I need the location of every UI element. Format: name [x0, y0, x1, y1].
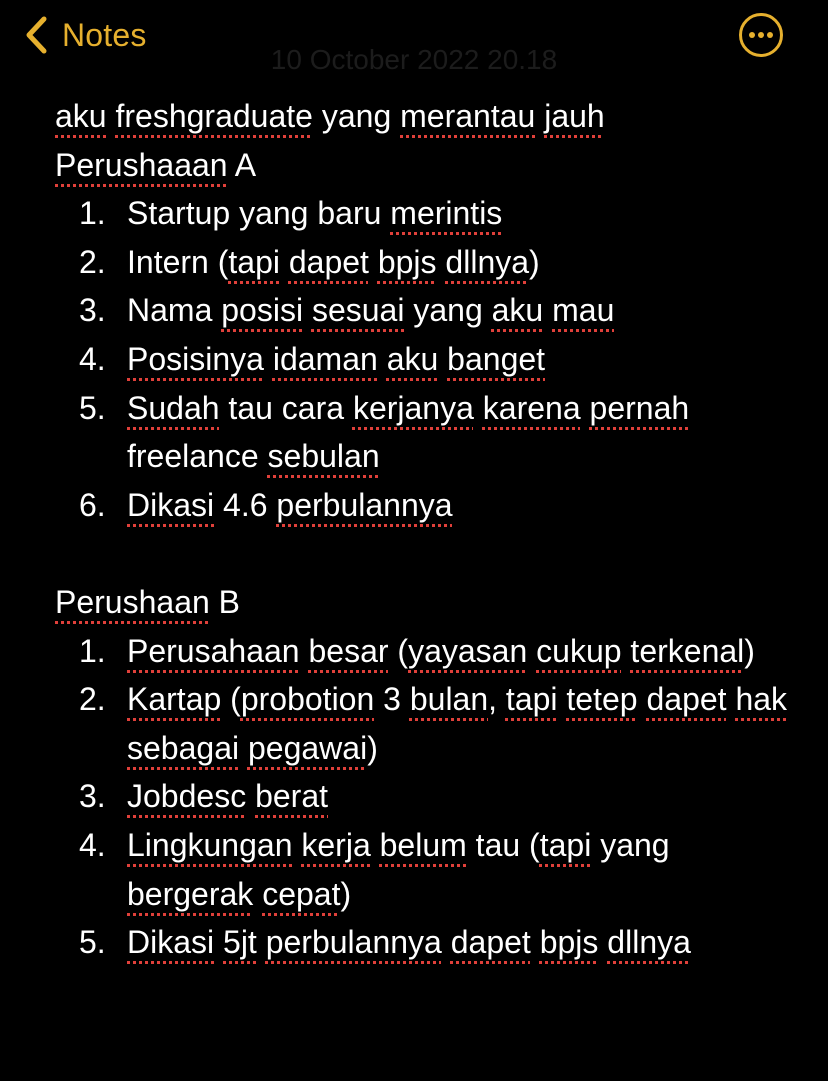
spellcheck-word: posisi [221, 292, 304, 329]
section-a-list [55, 189, 795, 529]
section-b-heading: Perushaan B [55, 583, 241, 620]
spellcheck-word: belum [379, 826, 467, 863]
spellcheck-word: jauh [544, 98, 605, 134]
list-item-number: 1. [79, 195, 106, 232]
list-item [55, 481, 795, 530]
spellcheck-word: terkenal [630, 632, 745, 669]
spellcheck-word: cepat [262, 875, 341, 912]
list-item-text: Perusahaan besar (yayasan cukup terkenal) [127, 632, 755, 669]
spellcheck-word: besar [308, 632, 389, 669]
spellcheck-word: tapi [539, 826, 592, 863]
ellipsis-circle-icon[interactable] [738, 12, 784, 58]
spellcheck-word: perbulannya [276, 486, 453, 523]
spellcheck-word: idaman [272, 340, 378, 377]
list-item-number: 2. [79, 243, 106, 280]
spellcheck-word: bpjs [539, 924, 599, 961]
spellcheck-word: bergerak [127, 875, 254, 912]
spellcheck-word: Posisinya [127, 340, 264, 377]
spellcheck-word: sesuai [311, 292, 405, 329]
note-intro-line: aku freshgraduate yang merantau jauh [55, 98, 605, 134]
list-item-text [127, 924, 691, 960]
list-item-number: 5. [79, 389, 106, 426]
list-item-text: Nama posisi sesuai yang aku mau [127, 292, 615, 329]
spellcheck-word: cukup [536, 632, 622, 669]
spellcheck-word: mau [552, 292, 615, 329]
spellcheck-word: freshgraduate [115, 98, 313, 134]
spellcheck-word: Dikasi [127, 486, 215, 523]
list-item-number: 5. [79, 924, 106, 961]
list-item [55, 772, 795, 821]
spellcheck-word: merintis [390, 195, 503, 232]
spellcheck-word: hak [735, 681, 788, 718]
section-b-list [55, 627, 795, 967]
spellcheck-word: Perushaan [55, 583, 210, 620]
spellcheck-word: banget [447, 340, 546, 377]
list-item [55, 286, 795, 335]
list-item-text [127, 778, 328, 814]
spellcheck-word: perbulannya [265, 924, 442, 961]
spellcheck-word: dllnya [445, 243, 530, 280]
list-item-text: Dikasi 4.6 perbulannya [127, 486, 453, 523]
spellcheck-word: bpjs [377, 243, 437, 280]
list-item-number: 2. [79, 681, 106, 718]
spellcheck-word: Kartap [127, 681, 222, 718]
list-item [55, 189, 795, 238]
spellcheck-word: Lingkungan [127, 826, 293, 863]
list-item [55, 384, 795, 481]
list-item-text: Startup yang baru merintis [127, 195, 503, 232]
spellcheck-word: tapi [505, 681, 558, 718]
list-item-number: 4. [79, 826, 106, 863]
spellcheck-word: probotion [240, 681, 375, 718]
spellcheck-word: pernah [589, 389, 690, 426]
section-a-heading: Perushaaan A [55, 146, 257, 183]
spellcheck-word: sebulan [267, 438, 380, 475]
list-item-number: 1. [79, 632, 106, 669]
spellcheck-word: Perushaaan [55, 146, 228, 183]
spellcheck-word: pegawai [247, 729, 368, 766]
note-body[interactable] [55, 92, 795, 967]
note-timestamp: 10 October 2022 20.18 [270, 44, 558, 75]
list-item [55, 627, 795, 676]
spellcheck-word: dapet [646, 681, 727, 718]
list-item-text: Kartap (probotion 3 bulan, tapi tetep dapet hak sebagai pegawai) [127, 681, 788, 766]
spellcheck-word: tapi [228, 243, 280, 280]
navigation-bar [0, 0, 828, 80]
list-item-number: 6. [79, 486, 106, 523]
spellcheck-word: berat [255, 778, 329, 815]
list-item-number: 4. [79, 340, 106, 377]
back-button-label: Notes [62, 16, 147, 53]
spellcheck-word: karena [482, 389, 581, 426]
list-item [55, 821, 795, 918]
spellcheck-word: bulan [409, 681, 489, 718]
list-item [55, 918, 795, 967]
spellcheck-word: merantau [400, 98, 536, 134]
list-item-number: 3. [79, 778, 106, 815]
spellcheck-word: 5jt [223, 924, 257, 961]
spellcheck-word: Sudah [127, 389, 220, 426]
spellcheck-word: Jobdesc [127, 778, 247, 815]
spellcheck-word: dapet [450, 924, 531, 961]
list-item [55, 238, 795, 287]
list-item [55, 335, 795, 384]
list-item-text [127, 341, 545, 377]
spellcheck-word: dllnya [607, 924, 691, 961]
spellcheck-word: kerja [301, 826, 371, 863]
spellcheck-word: aku [491, 292, 544, 329]
list-item [55, 675, 795, 772]
spellcheck-word: dapet [288, 243, 369, 280]
list-item-text: Lingkungan kerja belum tau (tapi yang bergerak cepat) [127, 826, 670, 912]
blank-line [55, 529, 795, 578]
spellcheck-word: aku [55, 98, 107, 134]
spellcheck-word: sebagai [127, 729, 240, 766]
spellcheck-word: Perusahaan [127, 632, 300, 669]
list-item-text: Intern (tapi dapet bpjs dllnya) [127, 243, 540, 280]
list-item-text: Sudah tau cara kerjanya karena pernah freelance sebulan [127, 389, 690, 475]
spellcheck-word: aku [386, 340, 439, 377]
spellcheck-word: kerjanya [352, 389, 474, 426]
list-item-number: 3. [79, 292, 106, 329]
spellcheck-word: Dikasi [127, 924, 215, 961]
spellcheck-word: yayasan [408, 632, 528, 669]
spellcheck-word: tetep [566, 681, 638, 718]
